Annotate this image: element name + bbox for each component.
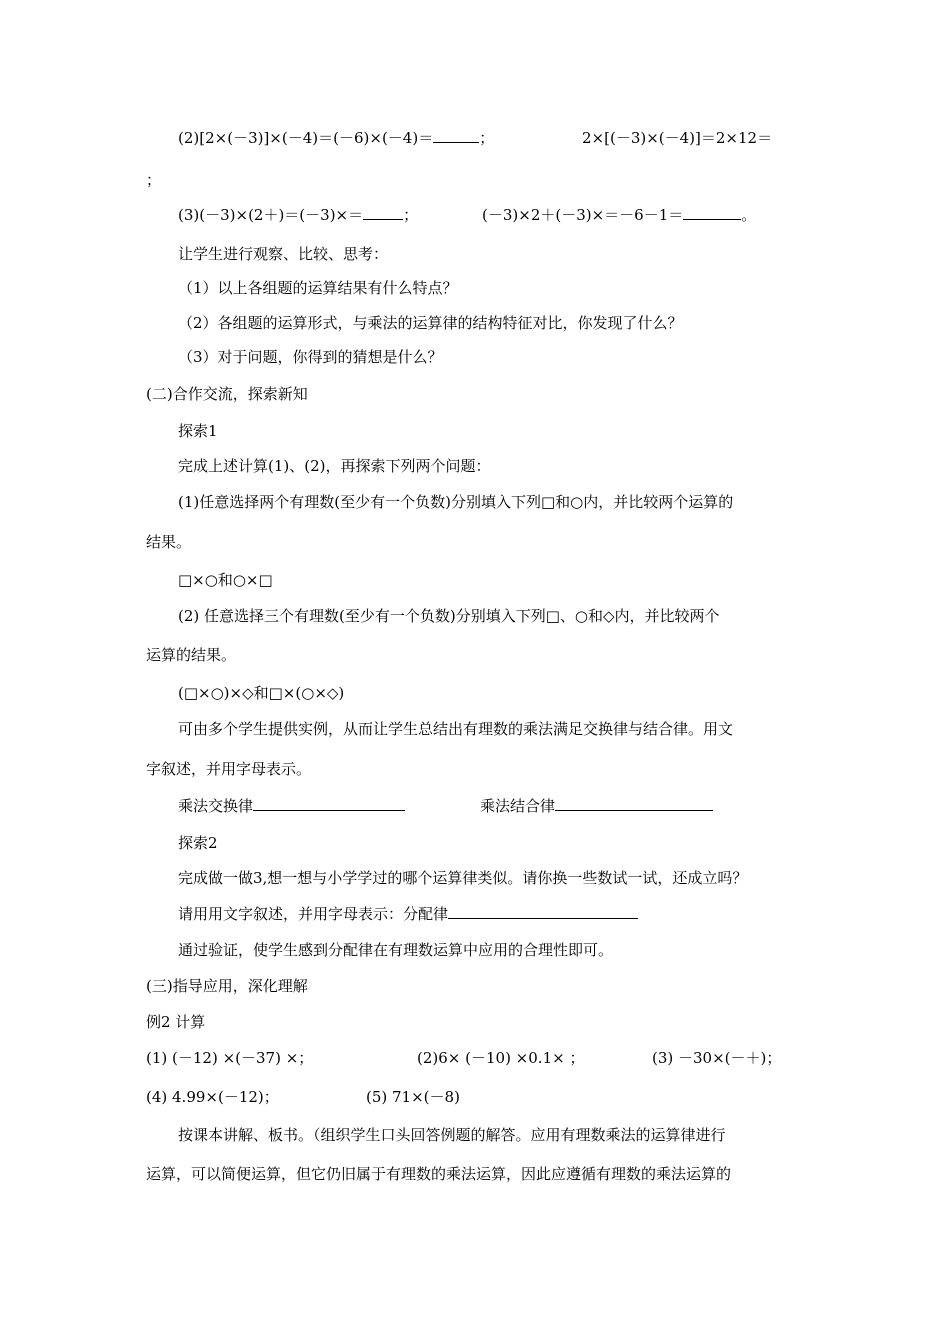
example-item: (3) －30×(－＋)； bbox=[652, 1049, 782, 1067]
text: 请用用文字叙述，并用字母表示：分配律 bbox=[178, 905, 449, 923]
associative-law-line bbox=[480, 796, 713, 816]
subheading: 探索1 bbox=[178, 422, 218, 440]
text-line: 完成上述计算(1)、(2)，再探索下列两个问题： bbox=[178, 457, 491, 475]
answer-blank bbox=[253, 796, 405, 811]
text-line: 让学生进行观察、比较、思考： bbox=[178, 245, 389, 263]
commutative-law-line bbox=[178, 796, 405, 816]
example-item: (4) 4.99×(－12)； bbox=[146, 1088, 279, 1106]
text-line: 可由多个学生提供实例，从而让学生总结出有理数的乘法满足交换律与结合律。用文 bbox=[178, 720, 734, 738]
answer-blank bbox=[433, 128, 479, 143]
text: 乘法结合律 bbox=[480, 797, 556, 815]
formula-line: □×○和○×□ bbox=[178, 571, 273, 589]
text: 2×[(－3)×(－4)]＝2×12＝ bbox=[582, 129, 773, 147]
text-line: 运算，可以简便运算，但它仍旧属于有理数的乘法运算，因此应遵循有理数的乘法运算的 bbox=[146, 1165, 732, 1183]
exercise-2-second-part bbox=[582, 128, 772, 148]
text-line: (1)任意选择两个有理数(至少有一个负数)分别填入下列□和○内，并比较两个运算的 bbox=[178, 493, 734, 511]
question-3: （3）对于问题，你得到的猜想是什么？ bbox=[178, 348, 443, 366]
exercise-3-second-part bbox=[482, 205, 756, 225]
text-line: 通过验证，使学生感到分配律在有理数运算中应用的合理性即可。 bbox=[178, 941, 614, 959]
question-1: （1）以上各组题的运算结果有什么特点？ bbox=[178, 279, 458, 297]
example-heading: 例2 计算 bbox=[146, 1013, 206, 1031]
text-line: 结果。 bbox=[146, 533, 192, 551]
subheading: 探索2 bbox=[178, 834, 218, 852]
text: 乘法交换律 bbox=[178, 797, 254, 815]
answer-blank bbox=[363, 205, 403, 220]
exercise-3-line bbox=[178, 205, 418, 225]
text: (3)(－3)×(2＋)＝(－3)×＝ bbox=[178, 206, 364, 224]
text: ； bbox=[479, 129, 495, 147]
example-item: (1) (－12) ×(－37) ×； bbox=[146, 1049, 314, 1067]
example-item: (2)6× (－10) ×0.1× ； bbox=[417, 1049, 585, 1067]
text-line: (2) 任意选择三个有理数(至少有一个负数)分别填入下列□、○和◇内，并比较两个 bbox=[178, 607, 720, 625]
answer-blank bbox=[448, 904, 638, 919]
answer-blank bbox=[555, 796, 713, 811]
distributive-law-line bbox=[178, 904, 638, 924]
answer-blank bbox=[683, 205, 741, 220]
text: (－3)×2＋(－3)×＝－6－1＝ bbox=[482, 206, 684, 224]
question-2: （2）各组题的运算形式，与乘法的运算律的结构特征对比，你发现了什么？ bbox=[178, 314, 683, 332]
example-item: (5) 71×(－8) bbox=[366, 1088, 460, 1106]
text-line: 运算的结果。 bbox=[146, 646, 237, 664]
text-line: 字叙述，并用字母表示。 bbox=[146, 760, 312, 778]
section-heading: (二)合作交流，探索新知 bbox=[146, 385, 308, 403]
exercise-2-line bbox=[178, 128, 494, 148]
text-line: 按课本讲解、板书。（组织学生口头回答例题的解答。应用有理数乘法的运算律进行 bbox=[178, 1126, 726, 1144]
text-line: 完成做一做3,想一想与小学学过的哪个运算律类似。请你换一些数试一试，还成立吗？ bbox=[178, 869, 748, 887]
text: (2)[2×(－3)]×(－4)＝(－6)×(－4)＝ bbox=[178, 129, 434, 147]
formula-line: (□×○)×◇和□×(○×◇) bbox=[178, 684, 345, 702]
text: 。 bbox=[741, 206, 757, 224]
text-line: ； bbox=[146, 171, 162, 189]
section-heading: (三)指导应用，深化理解 bbox=[146, 977, 308, 995]
text: ； bbox=[403, 206, 419, 224]
